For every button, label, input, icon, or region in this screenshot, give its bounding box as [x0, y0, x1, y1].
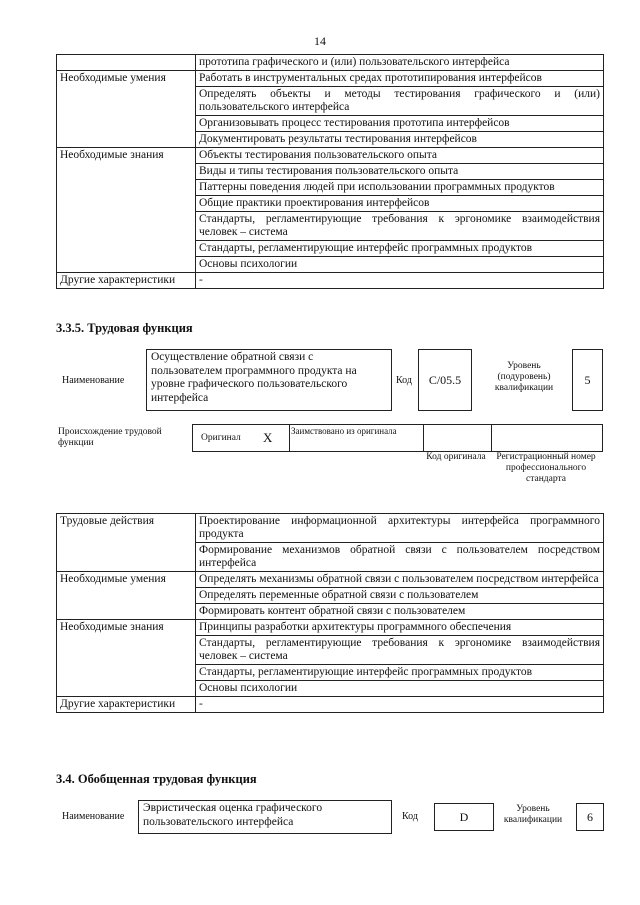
row-item: Формировать контент обратной связи с пользователем [196, 604, 604, 620]
row-item: Формирование механизмов обратной связи с пользователем посредством интерфейса [196, 543, 604, 572]
row-item: Организовывать процесс тестирования прототипа интерфейсов [196, 116, 604, 132]
row-label: Необходимые умения [57, 572, 196, 620]
code-label: Код [396, 375, 412, 386]
row-label [57, 55, 196, 71]
level-label: Уровень (подуровень) квалификации [494, 361, 554, 393]
name-label: Наименование [62, 375, 125, 386]
function-name-box: Осуществление обратной связи с пользователем программного продукта на уровне графического пользовательского интерфейса [146, 349, 392, 411]
gtf-level-box: 6 [576, 803, 604, 831]
row-item: Стандарты, регламентирующие интерфейс программных продуктов [196, 241, 604, 257]
row-item: Паттерны поведения людей при использовании программных продуктов [196, 180, 604, 196]
row-item: Основы психологии [196, 257, 604, 273]
row-label: Другие характеристики [57, 697, 196, 713]
row-item: Общие практики проектирования интерфейсов [196, 196, 604, 212]
row-item: прототипа графического и (или) пользовательского интерфейса [196, 55, 604, 71]
table-row [57, 697, 604, 713]
reg-number-label: Регистрационный номер профессионального стандарта [496, 452, 596, 484]
table-row [57, 55, 604, 71]
origin-code-cell [423, 425, 492, 451]
row-item: Определять переменные обратной связи с пользователем [196, 588, 604, 604]
code-value-box: C/05.5 [418, 349, 472, 411]
origin-label: Происхождение трудовой функции [58, 427, 162, 448]
gtf-level-label: Уровень квалификации [503, 804, 563, 825]
requirements-table-1 [56, 54, 604, 289]
row-item: Виды и типы тестирования пользовательского опыта [196, 164, 604, 180]
borrowed-label: Заимствовано из оригинала [291, 426, 397, 436]
row-item: Стандарты, регламентирующие требования к эргономике взаимодействия человек – система [196, 636, 604, 665]
original-mark: X [263, 430, 273, 445]
table-row [57, 71, 604, 87]
row-item: Стандарты, регламентирующие требования к эргономике взаимодействия человек – система [196, 212, 604, 241]
original-label: Оригинал [201, 433, 241, 443]
gtf-name-label: Наименование [62, 811, 125, 822]
gtf-code-box: D [434, 803, 494, 831]
table-row [57, 514, 604, 543]
row-item: Определять объекты и методы тестирования графического и (или) пользовательского интерфейса [196, 87, 604, 116]
row-item: Работать в инструментальных средах прототипирования интерфейсов [196, 71, 604, 87]
origin-code-label: Код оригинала [426, 452, 486, 462]
row-item: Проектирование информационной архитектуры интерфейса программного продукта [196, 514, 604, 543]
origin-box [192, 424, 603, 452]
row-item: Объекты тестирования пользовательского опыта [196, 148, 604, 164]
row-item: Основы психологии [196, 681, 604, 697]
row-label: Необходимые знания [57, 620, 196, 697]
row-item: - [196, 697, 604, 713]
row-item: - [196, 273, 604, 289]
table-row [57, 273, 604, 289]
gtf-code-label: Код [402, 811, 418, 822]
page-number: 14 [314, 34, 326, 48]
level-value-box: 5 [572, 349, 603, 411]
row-item: Документировать результаты тестирования интерфейсов [196, 132, 604, 148]
table-row [57, 620, 604, 636]
row-label: Необходимые знания [57, 148, 196, 273]
reg-number-cell [491, 425, 603, 451]
section-heading-34: 3.4. Обобщенная трудовая функция [56, 772, 257, 786]
section-heading-335: 3.3.5. Трудовая функция [56, 321, 193, 335]
original-cell [193, 425, 290, 451]
requirements-table-2 [56, 513, 604, 713]
table-row [57, 572, 604, 588]
row-item: Стандарты, регламентирующие интерфейс программных продуктов [196, 665, 604, 681]
row-label: Необходимые умения [57, 71, 196, 148]
row-item: Определять механизмы обратной связи с пользователем посредством интерфейса [196, 572, 604, 588]
row-item: Принципы разработки архитектуры программного обеспечения [196, 620, 604, 636]
row-label: Трудовые действия [57, 514, 196, 572]
table-row [57, 148, 604, 164]
row-label: Другие характеристики [57, 273, 196, 289]
gtf-name-box: Эвристическая оценка графического пользовательского интерфейса [138, 800, 392, 834]
